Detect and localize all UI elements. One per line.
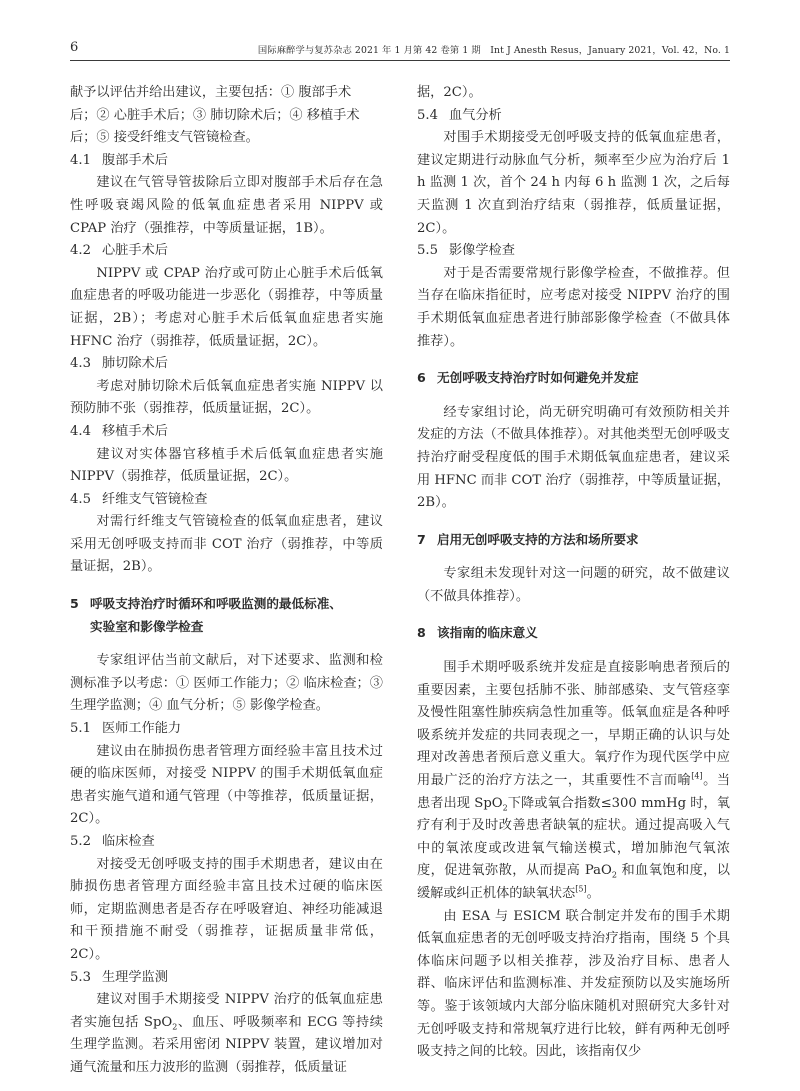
paragraph: 由 ESA 与 ESICM 联合制定并发布的围手术期低氧血症患者的无创呼吸支持治疗指南，围绕 5 个具体临床问题予以相关推荐，涉及治疗目标、患者人群、临床评估和监测标准、并发症预防以及实施场所等。鉴于该领域内大部分临床随机对照研究大多针对无创呼吸支持和常规氧疗进行比较，鲜有两种无创呼吸支持之间的比较。因此，该指南仅少 bbox=[417, 908, 730, 1060]
section-heading: 8 该指南的临床意义 bbox=[417, 625, 538, 641]
paragraph: 建议由在肺损伤患者管理方面经验丰富且技术过硬的临床医师，对接受 NIPPV 的围手术期低氧血症患者实施气道和通气管理（中等推荐，低质量证据，2C）。 bbox=[70, 743, 383, 827]
paragraph: 建议对实体器官移植手术后低氧血症患者实施 NIPPV（弱推荐，低质量证据，2C）。 bbox=[70, 446, 383, 485]
section-heading: 5 呼吸支持治疗时循环和呼吸监测的最低标准、 实验室和影像学检查 bbox=[70, 596, 342, 634]
subsection-heading: 5.5 影像学检查 bbox=[417, 243, 515, 259]
paragraph-continuation: 据，2C）。 bbox=[417, 85, 482, 100]
page-number: 6 bbox=[70, 40, 79, 55]
intro-line: 后；⑤ 接受纤维支气管镜检查。 bbox=[70, 130, 259, 146]
intro-line: 献予以评估并给出建议，主要包括：① 腹部手术 bbox=[70, 85, 352, 100]
paragraph: 对需行纤维支气管镜检查的低氧血症患者，建议采用无创呼吸支持而非 COT 治疗（弱推荐，中等质量证据，2B）。 bbox=[70, 514, 383, 575]
subsection-heading: 4.1 腹部手术后 bbox=[70, 152, 168, 168]
paragraph: 围手术期呼吸系统并发症是直接影响患者预后的重要因素，主要包括肺不张、肺部感染、支气管痉挛及慢性阻塞性肺疾病急性加重等。低氧血症是各种呼吸系统并发症的共同表现之一，早期正确的认识与处理对改善患者预后意义重大。氧疗作为现代医学中应用最广泛的治疗方法之一，其重要性不言而喻[4]。当患者出现 SpO$_2$下降或氧合指数≤300 mmHg 时，氧疗有利于及时改善患者缺氧的症状。通过提高吸入气中的氧浓度或改进氧气输送模式，增加肺泡气氧浓度，促进氧弥散，从而提高 PaO$_2$ 和血氧饱和度，以缓解或纠正机体的缺氧状态[5]。 bbox=[417, 660, 731, 901]
subsection-heading: 4.2 心脏手术后 bbox=[70, 243, 168, 259]
paragraph: 考虑对肺切除术后低氧血症患者实施 NIPPV 以预防肺不张（弱推荐，低质量证据，2C）。 bbox=[70, 378, 383, 417]
subsection-heading: 5.1 医师工作能力 bbox=[70, 721, 182, 737]
paragraph: 经专家组讨论，尚无研究明确可有效预防相关并发症的方法（不做具体推荐）。对其他类型无创呼吸支持治疗耐受程度低的围手术期低氧血症患者，建议采用 HFNC 而非 COT 治疗（弱推荐，中等质量证据，2B）。 bbox=[417, 404, 730, 511]
running-header bbox=[70, 38, 730, 61]
subsection-heading: 4.3 肺切除术后 bbox=[70, 356, 168, 372]
section-heading: 7 启用无创呼吸支持的方法和场所要求 bbox=[417, 531, 639, 547]
subsection-heading: 5.4 血气分析 bbox=[417, 107, 502, 123]
paragraph: NIPPV 或 CPAP 治疗或可防止心脏手术后低氧血症患者的呼吸功能进一步恶化（弱推荐，中等质量证据，2B）；考虑对心脏手术后低氧血症患者实施 HFNC 治疗（弱推荐，低质量证据，2C）。 bbox=[70, 265, 383, 349]
paragraph: 专家组评估当前文献后，对下述要求、监测和检测标准予以考虑：① 医师工作能力；② 临床检查；③ 生理学监测；④ 血气分析；⑤ 影像学检查。 bbox=[70, 653, 383, 714]
paragraph: 建议在气管导管拔除后立即对腹部手术后存在急性呼吸衰竭风险的低氧血症患者采用 NIPPV 或 CPAP 治疗（强推荐，中等质量证据，1B）。 bbox=[70, 175, 383, 236]
paragraph: 专家组未发现针对这一问题的研究，故不做建议（不做具体推荐）。 bbox=[417, 566, 730, 604]
subsection-heading: 4.5 纤维支气管镜检查 bbox=[70, 491, 208, 507]
paragraph: 建议对围手术期接受 NIPPV 治疗的低氧血症患者实施包括 SpO$_2$、血压、呼吸频率和 ECG 等持续生理学监测。若采用密闭 NIPPV 装置，建议增加对通气流量和压力波形的监测（弱推荐，低质量证 bbox=[70, 992, 383, 1075]
left-column bbox=[70, 82, 383, 1080]
subsection-heading: 5.2 临床检查 bbox=[70, 834, 155, 849]
intro-line: 后；② 心脏手术后；③ 肺切除术后；④ 移植手术 bbox=[70, 107, 360, 123]
citation-ref: [5] bbox=[575, 884, 587, 894]
section-heading: 6 无创呼吸支持治疗时如何避免并发症 bbox=[417, 370, 639, 386]
subsection-heading: 4.4 移植手术后 bbox=[70, 423, 168, 439]
paragraph: 对于是否需要常规行影像学检查，不做推荐。但当存在临床指征时，应考虑对接受 NIPPV 治疗的围手术期低氧血症患者进行肺部影像学检查（不做具体推荐）。 bbox=[417, 265, 730, 349]
paragraph: 对接受无创呼吸支持的围手术期患者，建议由在肺损伤患者管理方面经验丰富且技术过硬的临床医师，定期监测患者是否存在呼吸窘迫、神经功能减退和干预措施不耐受（弱推荐，证据质量非常低，2C）。 bbox=[70, 856, 383, 962]
paragraph: 对围手术期接受无创呼吸支持的低氧血症患者，建议定期进行动脉血气分析，频率至少应为治疗后 1 h 监测 1 次，首个 24 h 内每 6 h 监测 1 次，之后每天监测 1 次直到治疗结束（弱推荐，低质量证据，2C）。 bbox=[417, 130, 730, 236]
right-column bbox=[417, 82, 730, 1064]
subsection-heading: 5.3 生理学监测 bbox=[70, 969, 168, 985]
citation-ref: [4] bbox=[691, 771, 703, 781]
journal-citation: 国际麻醉学与复苏杂志 2021 年 1 月第 42 卷第 1 期 Int J Anesth Resus，January 2021，Vol. 42，No. 1 bbox=[257, 45, 730, 56]
